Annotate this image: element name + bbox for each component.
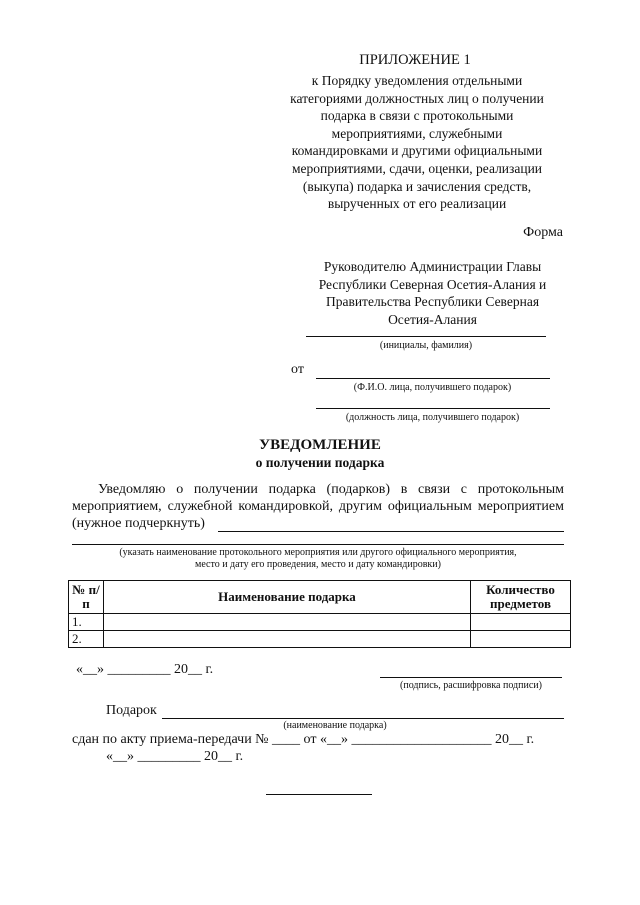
gift-name-cell[interactable] [104, 614, 471, 631]
recipient-name-line[interactable] [316, 378, 550, 379]
initials-line[interactable] [306, 336, 546, 337]
row-number: 2. [69, 631, 104, 648]
appendix-line: (выкупа) подарка и зачисления средств, [302, 178, 532, 194]
signature-caption: (подпись, расшифровка подписи) [400, 680, 542, 691]
signature-line[interactable] [380, 677, 562, 678]
addressee-line: Руководителю Администрации Главы [323, 259, 542, 274]
gift-name-line[interactable] [162, 718, 564, 719]
gift-quantity-cell[interactable] [471, 614, 571, 631]
appendix-line: мероприятиями, сдачи, оценки, реализации [291, 160, 543, 176]
notice-title: УВЕДОМЛЕНИЕ [259, 437, 381, 453]
event-caption-1: (указать наименование протокольного мероприятия или другого официального мероприятия, [119, 547, 517, 558]
addressee-line: Осетия-Алания [388, 311, 477, 327]
appendix-line: командировками и другими официальными [291, 143, 543, 159]
event-line-2[interactable] [72, 544, 564, 545]
table-header-row [69, 581, 571, 614]
body-line-1: Уведомляю о получении подарка (подарков) в связи с протокольным [98, 482, 564, 497]
gift-name-cell[interactable] [104, 631, 471, 648]
gift-name-caption: (наименование подарка) [283, 720, 387, 731]
appendix-line: вырученных от его реализации [327, 196, 507, 212]
appendix-title: ПРИЛОЖЕНИЕ 1 [359, 52, 471, 68]
event-caption-2: место и дату его проведения, место и дату командировки) [195, 559, 441, 570]
gift-quantity-cell[interactable] [471, 631, 571, 648]
from-label: от [291, 362, 304, 377]
appendix-line: категориями должностных лиц о получении [290, 90, 544, 106]
col-number-header: № п/п [69, 581, 104, 614]
gifts-table [68, 580, 571, 648]
appendix-line: подарка в связи с протокольными [320, 108, 514, 124]
table-row [69, 614, 571, 631]
appendix-line: к Порядку уведомления отдельными [311, 73, 523, 88]
act-line: сдан по акту приема-передачи № ____ от «__» ____________________ 20__ г. [72, 732, 535, 747]
table-row [69, 631, 571, 648]
addressee-block [290, 258, 575, 328]
recipient-position-line[interactable] [316, 408, 550, 409]
event-line-1[interactable] [218, 531, 564, 532]
body-line-3: (нужное подчеркнуть) [72, 516, 205, 531]
col-quantity-header: Количество предметов [471, 581, 571, 614]
notice-subtitle: о получении подарка [255, 455, 385, 470]
initials-caption: (инициалы, фамилия) [379, 340, 473, 351]
act-date-line: «__» _________ 20__ г. [106, 749, 244, 764]
addressee-line: Правительства Республики Северная [325, 294, 540, 310]
recipient-position-caption: (должность лица, получившего подарок) [345, 412, 520, 423]
recipient-name-caption: (Ф.И.О. лица, получившего подарок) [353, 382, 512, 393]
addressee-line: Республики Северная Осетия-Алания и [318, 276, 547, 292]
bottom-signature-line[interactable] [266, 794, 372, 795]
row-number: 1. [69, 614, 104, 631]
signature-date: «__» _________ 20__ г. [76, 662, 214, 677]
col-name-header: Наименование подарка [104, 581, 471, 614]
form-label: Форма [523, 225, 563, 240]
appendix-text [262, 72, 572, 213]
gift-label: Подарок [106, 703, 157, 718]
appendix-line: мероприятиями, служебными [331, 125, 503, 141]
body-line-2: мероприятием, служебной командировкой, другим официальным мероприятием [72, 499, 564, 514]
